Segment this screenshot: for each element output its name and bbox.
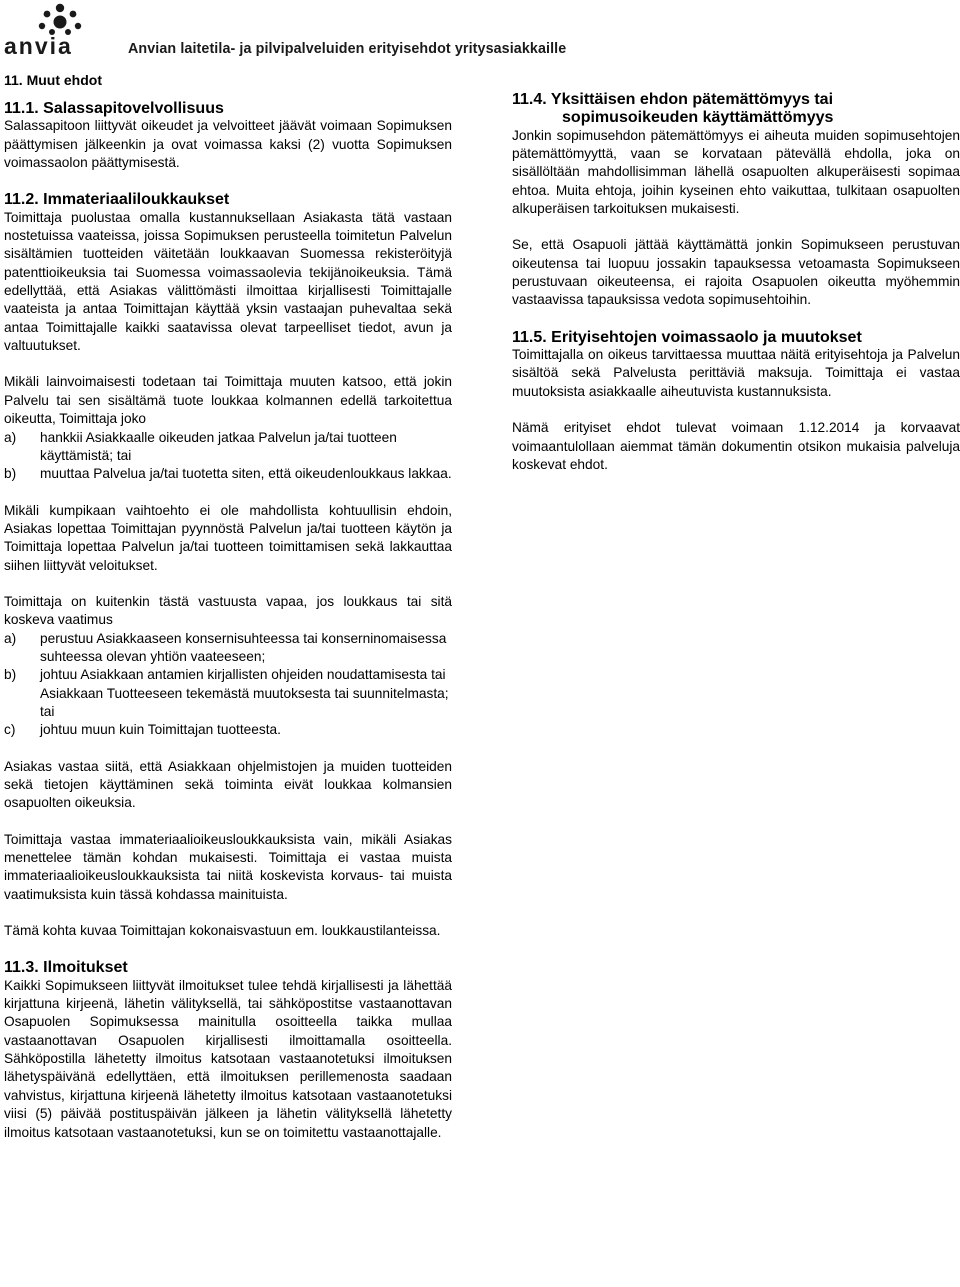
- ip-paragraph-2: Mikäli lainvoimaisesti todetaan tai Toimittaja muuten katsoo, että jokin Palvelu tai sen sisältämä tuote loukkaa kolmannen edellä tarkoitettua oikeutta, Toimittaja joko: [4, 374, 452, 427]
- ip-exclusions-list: [4, 630, 452, 740]
- ip-paragraph-6: Toimittaja vastaa immateriaalioikeusloukkauksista vain, mikäli Asiakas menettelee tämän kohdan mukaisesti. Toimittaja ei vastaa muista immateriaalioikeusloukkauksista tai niitä koskevista korvaus- tai muista vaatimuksista kuin tässä kohdassa mainituista.: [4, 831, 452, 902]
- list-item: b) johtuu Asiakkaan antamien kirjallisten ohjeiden noudattamisesta tai Asiakkaan Tuotteeseen tekemästä muutoksesta tai suunnitelmasta; tai: [4, 667, 449, 719]
- confidentiality-paragraph: Salassapitoon liittyvät oikeudet ja velvoitteet jäävät voimaan Sopimuksen päättymisen jälkeenkin ja ovat voimassa kaksi (2) vuotta Sopimuksen voimassaolon päättymisestä.: [4, 118, 452, 171]
- validity-paragraph-2: Nämä erityiset ehdot tulevat voimaan 1.12.2014 ja korvaavat voimaantulollaan aiemmat tämän dokumentin otsikon mukaisia palveluja koskevat ehdot.: [512, 420, 960, 472]
- list-item: c) johtuu muun kuin Toimittajan tuotteesta.: [4, 722, 281, 738]
- ip-paragraph-1: Toimittaja puolustaa omalla kustannuksellaan Asiakasta tätä vastaan nostetuissa vaateissa, joissa Sopimuksen perusteella toimitetun Palvelun sisältämien tuotteiden väitetään loukkaavan Suomessa rekisteröityjä patenttioikeuksia tai Suomessa voimassaolevia tekijänoikeuksia. Tämä edellyttää, että Asiakas välittömästi ilmoittaa kirjallisesti Toimittajalle vaateista ja antaa Toimittajan käyttää yksin vastaajan puhevaltaa sekä antaa Toimittajalle kaikki saatavissa olevat tarpeelliset tiedot, avun ja valtuutukset.: [4, 209, 452, 354]
- left-column: [4, 70, 452, 1142]
- right-column: [512, 90, 960, 492]
- subsection-heading-11-2: 11.2. Immateriaaliloukkaukset: [4, 190, 230, 209]
- invalidity-paragraph-1: Jonkin sopimusehdon pätemättömyys ei aiheuta muiden sopimusehtojen pätemättömyyttä, vaan se korvataan pätevällä ehdolla, joka on sisällöltään mahdollisimman lähellä osapuolten alkuperäisesti sopimaa ehtoa. Muita ehtoja, joihin kyseinen ehto vaikuttaa, tulkitaan osapuolten alkuperäisen tarkoituksen mukaisesti.: [512, 127, 960, 217]
- ip-paragraph-4: Toimittaja on kuitenkin tästä vastuusta vapaa, jos loukkaus tai sitä koskeva vaatimus: [4, 593, 452, 628]
- subsection-heading-11-1: 11.1. Salassapitovelvollisuus: [4, 99, 224, 117]
- ip-paragraph-5: Asiakas vastaa siitä, että Asiakkaan ohjelmistojen ja muiden tuotteiden sekä tietojen käyttäminen sekä toiminta eivät loukkaa kolmansien osapuolten oikeuksia.: [4, 758, 452, 811]
- list-item: a) hankkii Asiakkaalle oikeuden jatkaa Palvelun ja/tai tuotteen käyttämistä; tai: [4, 429, 397, 463]
- validity-paragraph-1: Toimittajalla on oikeus tarvittaessa muuttaa näitä erityisehtoja ja Palvelun sisältöä sekä Palvelusta perittäviä maksuja. Toimittaja ei vastaa muutoksista asiakkaalle aiheutuvista kustannuksista.: [512, 347, 960, 399]
- ip-options-list: [4, 429, 452, 484]
- ip-paragraph-3: Mikäli kumpikaan vaihtoehto ei ole mahdollista kohtuullisin ehdoin, Asiakas lopettaa Toimittajan pyynnöstä Palvelun ja/tai tuotteen käytön ja Toimittaja lopettaa Palvelun ja/tai tuotteen toimittamisen sekä lakkauttaa siihen liittyvät veloitukset.: [4, 502, 452, 573]
- logo-mark-icon: [39, 4, 81, 35]
- subsection-heading-11-5: 11.5. Erityisehtojen voimassaolo ja muutokset: [512, 327, 862, 346]
- logo-wordmark: anvia: [4, 33, 73, 56]
- subsection-heading-11-3: 11.3. Ilmoitukset: [4, 958, 128, 977]
- list-item: b) muuttaa Palvelua ja/tai tuotetta siten, että oikeudenloukkaus lakkaa.: [4, 466, 452, 482]
- ip-paragraph-7: Tämä kohta kuvaa Toimittajan kokonaisvastuun em. loukkaustilanteissa.: [4, 923, 441, 939]
- section-heading-11: 11. Muut ehdot: [4, 72, 102, 88]
- anvia-logo: [2, 2, 118, 56]
- document-title: Anvian laitetila- ja pilvipalveluiden erityisehdot yritysasiakkaille: [128, 41, 567, 57]
- subsection-heading-11-4: 11.4. Yksittäisen ehdon pätemättömyys tai sopimusoikeuden käyttämättömyys: [512, 90, 834, 127]
- invalidity-paragraph-2: Se, että Osapuoli jättää käyttämättä jonkin Sopimukseen perustuvan oikeutensa tai luopuu jossakin tapauksessa vetoamasta Sopimukseen perustuvaan oikeuteensa, ei rajoita Osapuolen oikeutta myöhemmin vastaavissa tapauksissa vedota sopimusehtoihin.: [512, 237, 960, 308]
- notices-paragraph: Kaikki Sopimukseen liittyvät ilmoitukset tulee tehdä kirjallisesti ja lähettää kirjattuna kirjeenä, lähetin välityksellä, tai sähköpostitse vastaanottavan Osapuolen Sopimuksessa mainitulla osoitteella taikka mullaa vastaanottavan Osapuolen kirjallisesti ilmoittamalla osoitteella. Sähköpostilla lähetetty ilmoitus katsotaan vastaanotetuksi ilmoituksen lähetyspäivänä edellyttäen, että ilmoituksen perillemenosta saadaan vahvistus, kirjattuna kirjeenä lähetetty ilmoitus katsotaan vastaanotetuksi viisi (5) päivää postituspäivän jälkeen ja lähetin välityksellä lähetetty ilmoitus katsotaan vastaanotetuksi, kun se on toimitettu vastaanottajalle.: [4, 977, 452, 1140]
- list-item: a) perustuu Asiakkaaseen konsernisuhteessa tai konserninomaisessa suhteessa olevan yhtiön vaateeseen;: [4, 630, 447, 664]
